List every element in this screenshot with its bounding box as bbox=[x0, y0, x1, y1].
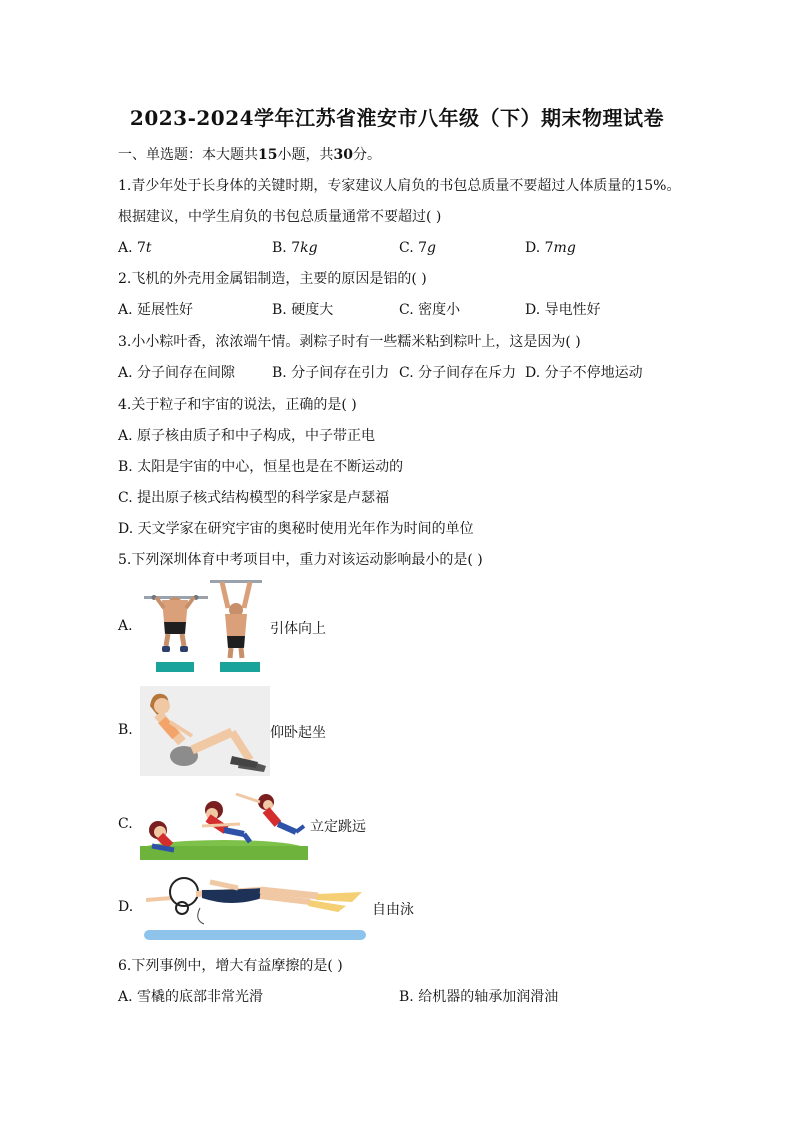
section-heading bbox=[118, 146, 381, 164]
situp-figure bbox=[140, 686, 270, 776]
question-4-text: 4.关于粒子和宇宙的说法，正确的是( ) bbox=[118, 397, 357, 413]
section-mid: 小题，共 bbox=[277, 147, 334, 163]
q5-option-c-label: 立定跳远 bbox=[310, 819, 366, 835]
q1-option-d-unit: mg bbox=[553, 240, 576, 256]
section-prefix: 一、单选题：本大题共 bbox=[118, 147, 258, 163]
q1-option-d-value: D. 7 bbox=[525, 240, 554, 256]
longjump-figure bbox=[140, 788, 308, 860]
q1-option-a-value: A. 7 bbox=[118, 240, 146, 256]
q1-option-b-unit: kg bbox=[300, 240, 318, 256]
q1-option-a-unit: t bbox=[145, 240, 152, 256]
q1-option-c-value: C. 7 bbox=[399, 240, 428, 256]
q6-option-a[interactable]: A. 雪橇的底部非常光滑 bbox=[118, 989, 264, 1005]
q4-option-c[interactable]: C. 提出原子核式结构模型的科学家是卢瑟福 bbox=[118, 490, 390, 506]
question-3-text: 3.小小粽叶香，浓浓端午情。剥粽子时有一些糯米粘到粽叶上，这是因为( ) bbox=[118, 334, 581, 350]
swimming-illustration bbox=[140, 868, 368, 944]
pullup-illustration bbox=[140, 578, 264, 676]
q4-option-b[interactable]: B. 太阳是宇宙的中心，恒星也是在不断运动的 bbox=[118, 459, 404, 475]
q5-option-b-letter[interactable]: B. bbox=[118, 722, 133, 738]
section-score: 30 bbox=[333, 147, 353, 163]
situp-illustration bbox=[140, 686, 270, 776]
question-2-text: 2.飞机的外壳用金属铝制造，主要的原因是铝的( ) bbox=[118, 271, 427, 287]
q2-option-d[interactable]: D. 导电性好 bbox=[525, 302, 601, 318]
question-6-text: 6.下列事例中，增大有益摩擦的是( ) bbox=[118, 958, 343, 974]
longjump-illustration bbox=[140, 788, 308, 860]
section-count: 15 bbox=[258, 147, 278, 163]
q3-option-b[interactable]: B. 分子间存在引力 bbox=[272, 365, 390, 381]
q4-option-d[interactable]: D. 天文学家在研究宇宙的奥秘时使用光年作为时间的单位 bbox=[118, 521, 474, 537]
q2-option-c[interactable]: C. 密度小 bbox=[399, 302, 461, 318]
q6-option-b[interactable]: B. 给机器的轴承加润滑油 bbox=[399, 989, 559, 1005]
exam-title: 2023-2024学年江苏省淮安市八年级（下）期末物理试卷 bbox=[129, 106, 665, 130]
q5-option-d-letter[interactable]: D. bbox=[118, 899, 134, 915]
swimming-figure bbox=[140, 868, 368, 944]
pullup-figure bbox=[140, 578, 264, 676]
q5-option-d-label: 自由泳 bbox=[372, 902, 414, 918]
q4-option-a[interactable]: A. 原子核由质子和中子构成，中子带正电 bbox=[118, 428, 376, 444]
q3-option-a[interactable]: A. 分子间存在间隙 bbox=[118, 365, 236, 381]
question-1-text-2: 根据建议，中学生肩负的书包总质量通常不要超过( ) bbox=[118, 209, 442, 225]
section-suffix: 分。 bbox=[352, 147, 381, 163]
q1-option-b[interactable] bbox=[272, 239, 318, 257]
question-1-text: 1.青少年处于长身体的关键时期，专家建议人肩负的书包总质量不要超过人体质量的15%。 bbox=[118, 178, 681, 194]
q3-option-d[interactable]: D. 分子不停地运动 bbox=[525, 365, 643, 381]
q1-option-c-unit: g bbox=[427, 240, 436, 256]
q1-option-d[interactable] bbox=[525, 239, 576, 257]
q2-option-b[interactable]: B. 硬度大 bbox=[272, 302, 334, 318]
q3-option-c[interactable]: C. 分子间存在斥力 bbox=[399, 365, 517, 381]
q5-option-b-label: 仰卧起坐 bbox=[270, 725, 326, 741]
q1-option-c[interactable] bbox=[399, 239, 436, 257]
q2-option-a[interactable]: A. 延展性好 bbox=[118, 302, 194, 318]
q5-option-a-label: 引体向上 bbox=[270, 621, 326, 637]
q5-option-c-letter[interactable]: C. bbox=[118, 816, 133, 832]
q5-option-a-letter[interactable]: A. bbox=[118, 618, 133, 634]
q1-option-b-value: B. 7 bbox=[272, 240, 301, 256]
q1-option-a[interactable] bbox=[118, 239, 152, 257]
question-5-text: 5.下列深圳体育中考项目中，重力对该运动影响最小的是( ) bbox=[118, 552, 483, 568]
